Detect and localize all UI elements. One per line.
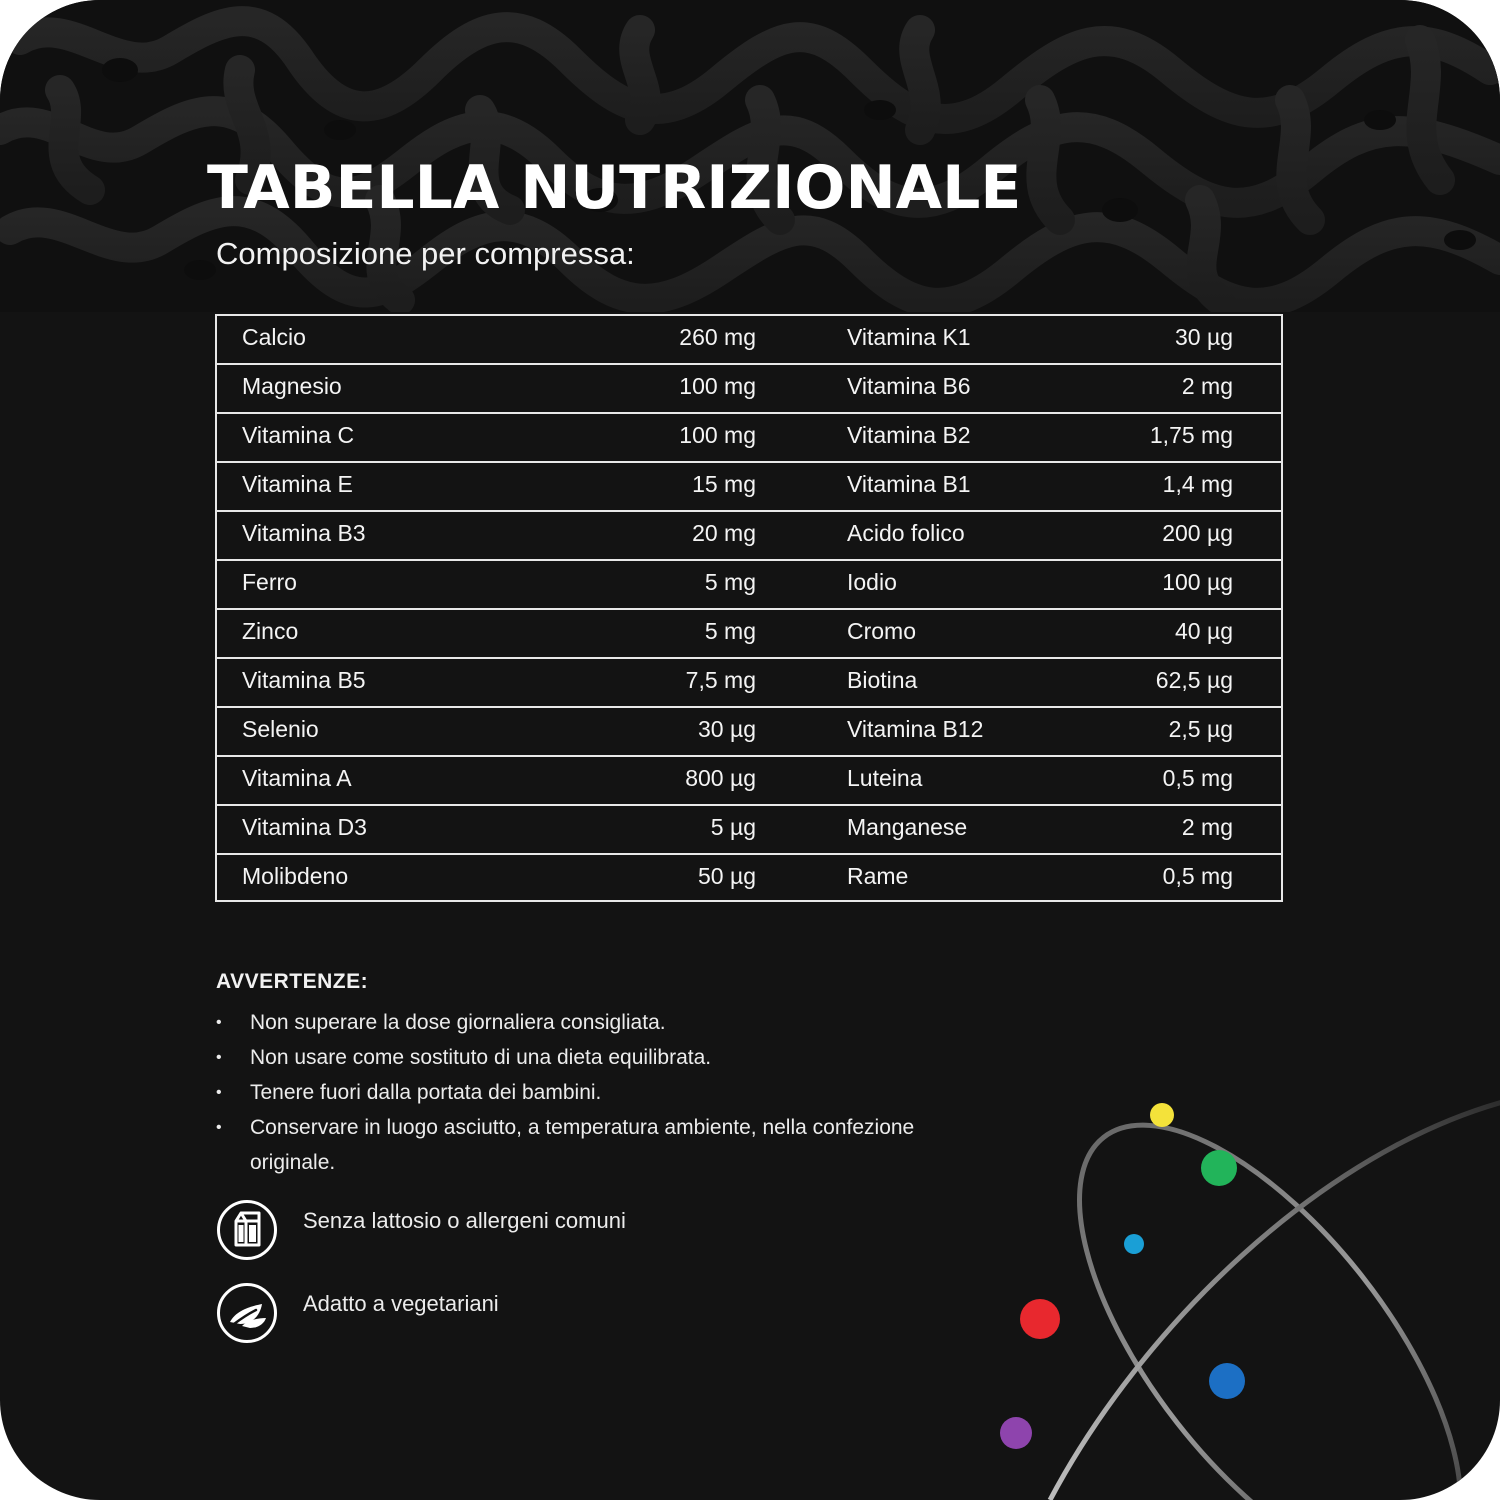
nutrient-name: Cromo xyxy=(847,618,917,644)
nutrient-value: 100 µg xyxy=(1162,569,1233,595)
table-row xyxy=(217,512,1281,561)
blue-dot xyxy=(1209,1363,1245,1399)
nutrient-value: 62,5 µg xyxy=(1155,667,1233,693)
nutrient-value: 5 mg xyxy=(704,569,756,595)
table-row xyxy=(217,316,1281,365)
page-subtitle: Composizione per compressa: xyxy=(216,236,635,271)
nutrient-value: 5 mg xyxy=(704,618,756,644)
nutrient-name: Calcio xyxy=(242,324,306,350)
nutrient-name: Molibdeno xyxy=(242,863,349,889)
leaf-icon xyxy=(216,1282,278,1344)
nutrient-value: 2 mg xyxy=(1181,373,1233,399)
badge-lactose-free xyxy=(216,1199,916,1261)
nutrient-name: Biotina xyxy=(847,667,918,693)
nutrient-value: 1,75 mg xyxy=(1149,422,1233,448)
nutrient-value: 2 mg xyxy=(1181,814,1233,840)
badge-label: Senza lattosio o allergeni comuni xyxy=(303,1208,626,1233)
nutrient-name: Manganese xyxy=(847,814,968,840)
table-row xyxy=(217,463,1281,512)
nutrient-name: Vitamina E xyxy=(242,471,353,497)
badge-vegetarian xyxy=(216,1282,916,1344)
nutrient-name: Acido folico xyxy=(847,520,965,546)
green-dot xyxy=(1201,1150,1237,1186)
bullet-icon: • xyxy=(216,1014,222,1031)
table-row xyxy=(217,659,1281,708)
nutrient-name: Magnesio xyxy=(242,373,342,399)
cyan-dot xyxy=(1124,1234,1144,1254)
warning-item xyxy=(216,1005,936,1040)
yellow-dot xyxy=(1150,1103,1174,1127)
milk-carton-icon xyxy=(216,1199,278,1261)
bullet-icon: • xyxy=(216,1049,222,1066)
nutrient-name: Vitamina B1 xyxy=(847,471,971,497)
nutrient-name: Vitamina D3 xyxy=(242,814,367,840)
nutrient-value: 15 mg xyxy=(692,471,756,497)
nutrient-value: 200 µg xyxy=(1162,520,1233,546)
nutrient-value: 800 µg xyxy=(685,765,756,791)
warning-item xyxy=(216,1110,936,1180)
page-title: TABELLA NUTRIZIONALE xyxy=(207,153,1022,223)
bullet-icon: • xyxy=(216,1119,222,1136)
warning-text: Conservare in luogo asciutto, a temperatura ambiente, nella confezione originale. xyxy=(250,1116,915,1174)
warning-text: Non usare come sostituto di una dieta equilibrata. xyxy=(250,1046,712,1069)
nutrient-value: 260 mg xyxy=(679,324,756,350)
warning-item xyxy=(216,1040,936,1075)
nutrient-name: Vitamina B5 xyxy=(242,667,366,693)
nutrient-name: Rame xyxy=(847,863,909,889)
nutrient-value: 7,5 mg xyxy=(685,667,756,693)
warnings-title: AVVERTENZE: xyxy=(216,970,369,993)
nutrient-value: 30 µg xyxy=(1174,324,1233,350)
warning-text: Tenere fuori dalla portata dei bambini. xyxy=(250,1081,602,1104)
nutrient-name: Vitamina C xyxy=(242,422,355,448)
table-row xyxy=(217,708,1281,757)
nutrition-table xyxy=(215,314,1283,902)
nutrient-name: Vitamina A xyxy=(242,765,352,791)
table-row xyxy=(217,365,1281,414)
nutrient-name: Vitamina K1 xyxy=(847,324,971,350)
warnings-list xyxy=(216,1005,936,1180)
nutrient-value: 2,5 µg xyxy=(1168,716,1233,742)
warning-item xyxy=(216,1075,936,1110)
table-row xyxy=(217,855,1281,904)
nutrient-value: 1,4 mg xyxy=(1162,471,1233,497)
nutrient-value: 20 mg xyxy=(692,520,756,546)
bullet-icon: • xyxy=(216,1084,222,1101)
nutrient-name: Iodio xyxy=(847,569,897,595)
orbit-decoration xyxy=(990,1090,1500,1500)
nutrient-value: 0,5 mg xyxy=(1162,765,1233,791)
nutrient-name: Zinco xyxy=(242,618,299,644)
warning-text: Non superare la dose giornaliera consigliata. xyxy=(250,1011,666,1034)
nutrient-value: 5 µg xyxy=(710,814,756,840)
table-row xyxy=(217,757,1281,806)
nutrient-value: 50 µg xyxy=(697,863,756,889)
nutrient-name: Selenio xyxy=(242,716,319,742)
nutrient-value: 100 mg xyxy=(679,373,756,399)
nutrient-value: 40 µg xyxy=(1174,618,1233,644)
nutrient-value: 0,5 mg xyxy=(1162,863,1233,889)
purple-dot xyxy=(1000,1417,1032,1449)
nutrient-name: Vitamina B2 xyxy=(847,422,971,448)
table-row xyxy=(217,610,1281,659)
nutrient-name: Vitamina B3 xyxy=(242,520,366,546)
red-dot xyxy=(1020,1299,1060,1339)
table-row xyxy=(217,806,1281,855)
table-row xyxy=(217,414,1281,463)
nutrient-name: Luteina xyxy=(847,765,923,791)
nutrient-name: Vitamina B12 xyxy=(847,716,984,742)
nutrient-name: Ferro xyxy=(242,569,297,595)
table-row xyxy=(217,561,1281,610)
nutrient-value: 30 µg xyxy=(697,716,756,742)
badge-label: Adatto a vegetariani xyxy=(303,1291,499,1316)
nutrient-value: 100 mg xyxy=(679,422,756,448)
nutrient-name: Vitamina B6 xyxy=(847,373,971,399)
